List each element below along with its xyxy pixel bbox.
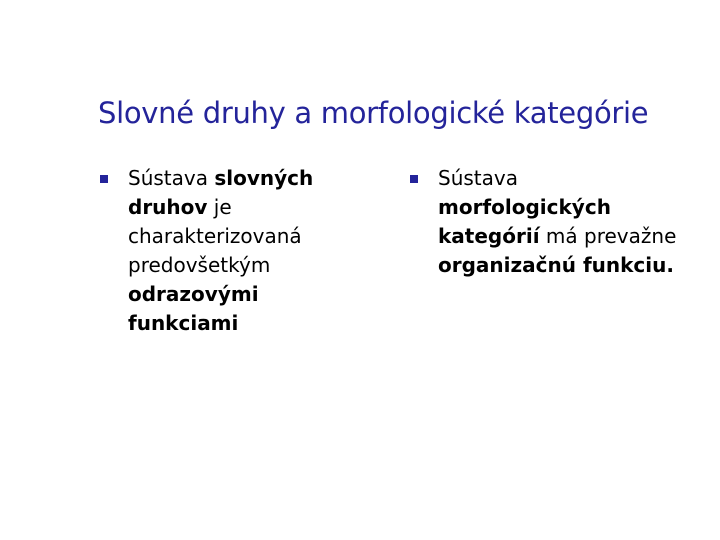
bold-text-run: slovných: [214, 166, 314, 190]
text-run: je: [207, 195, 232, 219]
square-bullet-icon: [100, 175, 108, 183]
text-line: [128, 164, 330, 193]
text-line: [128, 309, 330, 338]
text-line: [128, 251, 330, 280]
text-run: Sústava: [438, 166, 518, 190]
text-line: [438, 251, 710, 280]
bold-text-run: organizačnú funkciu.: [438, 253, 674, 277]
bullet-item-slovne-druhy: [100, 164, 330, 338]
text-run: má prevažne: [539, 224, 677, 248]
bold-text-run: druhov: [128, 195, 208, 219]
text-line: [128, 222, 330, 251]
text-line: [438, 164, 710, 193]
slide-title: Slovné druhy a morfologické kategórie: [98, 96, 649, 130]
text-run: charakterizovaná: [128, 224, 302, 248]
bold-text-run: kategórií: [438, 224, 540, 248]
text-run: Sústava: [128, 166, 215, 190]
left-column: [100, 164, 330, 338]
text-line: [438, 222, 710, 251]
bold-text-run: morfologických: [438, 195, 611, 219]
text-line: [128, 193, 330, 222]
text-line: [128, 280, 330, 309]
bold-text-run: funkciami: [128, 311, 239, 335]
bullet-item-morfologicke-kategorie: [410, 164, 710, 280]
text-run: predovšetkým: [128, 253, 271, 277]
text-line: [438, 193, 710, 222]
right-column: [410, 164, 710, 280]
bold-text-run: odrazovými: [128, 282, 259, 306]
square-bullet-icon: [410, 175, 418, 183]
